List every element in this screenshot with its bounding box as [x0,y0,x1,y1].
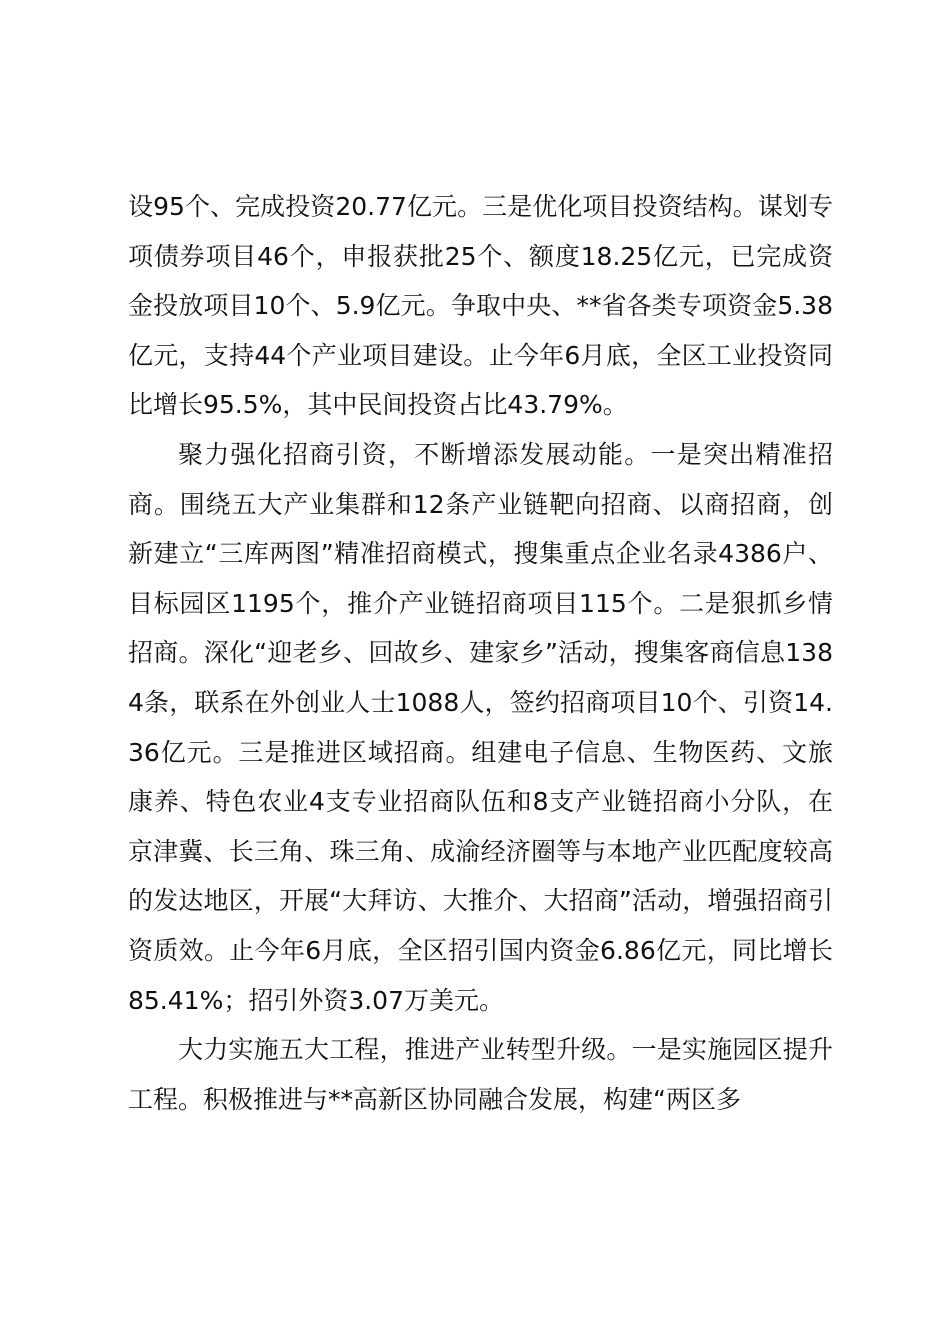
paragraph-five-projects: 大力实施五大工程，推进产业转型升级。一是实施园区提升工程。积极推进与**高新区协同融合发展，构建“两区多 [128,1035,833,1114]
paragraph-investment-attraction: 聚力强化招商引资，不断增添发展动能。一是突出精准招商。围绕五大产业集群和12条产业链靶向招商、以商招商，创新建立“三库两图”精准招商模式，搜集重点企业名录4386户、目标园区1195个，推介产业链招商项目115个。二是狠抓乡情招商。深化“迎老乡、回故乡、建家乡”活动，搜集客商信息1384条，联系在外创业人士1088人，签约招商项目10个、引资14.36亿元。三是推进区域招商。组建电子信息、生物医药、文旅康养、特色农业4支专业招商队伍和8支产业链招商小分队，在京津冀、长三角、珠三角、成渝经济圈等与本地产业匹配度较高的发达地区，开展“大拜访、大推介、大招商”活动，增强招商引资质效。止今年6月底，全区招引国内资金6.86亿元，同比增长85.41%；招引外资3.07万美元。 [128,439,833,1015]
paragraph-investment-continued: 设95个、完成投资20.77亿元。三是优化项目投资结构。谋划专项债券项目46个，申报获批25个、额度18.25亿元，已完成资金投放项目10个、5.9亿元。争取中央、**省各类专项资金5.38亿元，支持44个产业项目建设。止今年6月底，全区工业投资同比增长95.5%，其中民间投资占比43.79%。 [128,192,833,420]
document-body [128,182,833,1124]
